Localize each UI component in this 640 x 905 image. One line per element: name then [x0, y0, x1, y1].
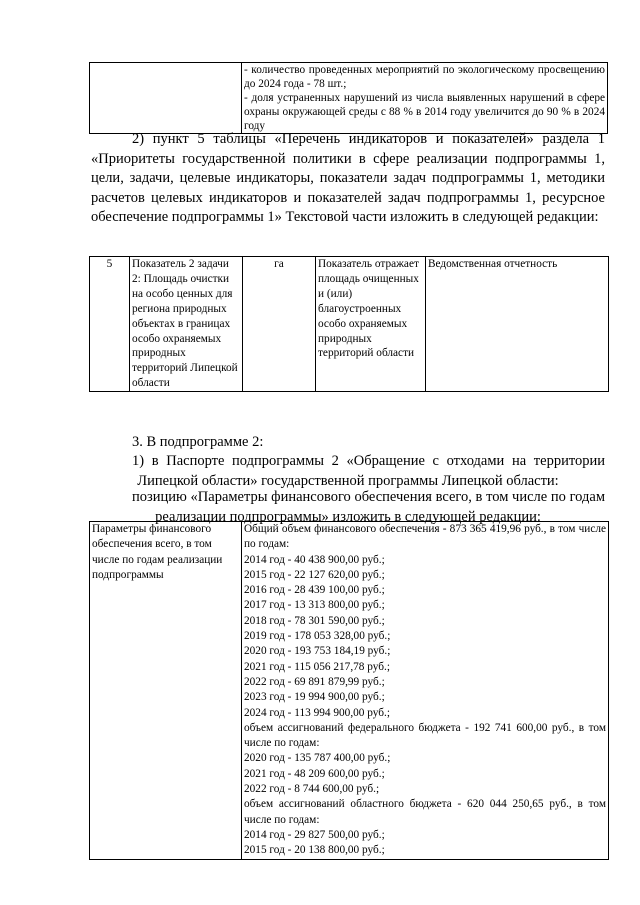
- indicator-line-violations: - доля устраненных нарушений из числа выявленных нарушений в сфере охраны окружающей среды с 88 % в 2014 году увеличится до 90 % в 2024 году: [244, 92, 605, 133]
- total-financing: Общий объем финансового обеспечения - 873 365 419,96 руб., в том числе по годам:: [244, 523, 606, 551]
- year-amount-line: 2018 год - 78 301 590,00 руб.;: [244, 614, 385, 627]
- indicator-line-events: - количество проведенных мероприятий по экологическому просвещению до 2024 года - 78 шт.;: [244, 64, 605, 91]
- source-cell: Ведомственная отчетность: [426, 257, 609, 392]
- year-amount-line: 2021 год - 115 056 217,78 руб.;: [244, 660, 390, 673]
- financing-label-cell: Параметры финансового обеспечения всего, в том числе по годам реализации подпрограммы: [90, 522, 242, 860]
- indicators-continuation-table: [89, 62, 608, 134]
- year-amount-line: 2014 год - 29 827 500,00 руб.;: [244, 828, 385, 841]
- table-row: [90, 257, 609, 392]
- year-amount-line: 2016 год - 28 439 100,00 руб.;: [244, 584, 385, 597]
- year-amount-line: 2020 год - 135 787 400,00 руб.;: [244, 752, 391, 765]
- year-amount-line: 2023 год - 19 994 900,00 руб.;: [244, 691, 385, 704]
- table-row: [90, 522, 609, 860]
- regional-financing: объем ассигнований областного бюджета - 620 044 250,65 руб., в том числе по годам:: [244, 798, 606, 826]
- paragraph-position: позицию «Параметры финансового обеспечения всего, в том числе по годам реализации подпрограммы» изложить в следующей редакции:: [132, 489, 605, 525]
- year-amount-line: 2015 год - 22 127 620,00 руб.;: [244, 568, 385, 581]
- year-amount-line: 2022 год - 69 891 879,99 руб.;: [244, 675, 385, 688]
- paragraph-point-1: 1) в Паспорте подпрограммы 2 «Обращение с отходами на территории Липецкой области» государственной программы Липецкой области:: [132, 453, 605, 489]
- year-amount-line: 2024 год - 113 994 900,00 руб.;: [244, 706, 390, 719]
- indicator-row-table: [89, 256, 609, 392]
- year-amount-line: 2014 год - 40 438 900,00 руб.;: [244, 553, 385, 566]
- year-amount-line: 2019 год - 178 053 328,00 руб.;: [244, 630, 391, 643]
- total-years-list: [244, 553, 606, 721]
- financing-table: [89, 521, 609, 860]
- federal-years-list: [244, 751, 606, 797]
- row-number-cell: 5: [90, 257, 130, 392]
- year-amount-line: 2020 год - 193 753 184,19 руб.;: [244, 645, 391, 658]
- table-row: [90, 63, 608, 134]
- indicators-cell: [242, 63, 608, 134]
- indicator-name-cell: Показатель 2 задачи 2: Площадь очистки на особо ценных для региона природных объектах в границах особо охраняемых природных территорий Липецкой области: [130, 257, 243, 392]
- paragraph-point-2: 2) пункт 5 таблицы «Перечень индикаторов и показателей» раздела 1 «Приоритеты государственной политики в сфере реализации подпрограммы 1, цели, задачи, целевые индикаторы, показатели задач подпрограммы 1, методики расчетов целевых индикаторов и показателей задач подпрограммы 1, ресурсное обеспечение подпрограммы 1» Текстовой части изложить в следующей редакции:: [91, 131, 605, 225]
- empty-cell: [90, 63, 242, 134]
- year-amount-line: 2022 год - 8 744 600,00 руб.;: [244, 783, 380, 796]
- unit-cell: га: [243, 257, 316, 392]
- year-amount-line: 2017 год - 13 313 800,00 руб.;: [244, 599, 385, 612]
- description-cell: Показатель отражает площадь очищенных и (или) благоустроенных особо охраняемых природных территорий области: [316, 257, 426, 392]
- year-amount-line: 2015 год - 20 138 800,00 руб.;: [244, 844, 385, 857]
- year-amount-line: 2021 год - 48 209 600,00 руб.;: [244, 767, 385, 780]
- financing-values-cell: [242, 522, 609, 860]
- heading-subprogram-2: 3. В подпрограмме 2:: [132, 434, 264, 450]
- regional-years-list: [244, 828, 606, 859]
- federal-financing: объем ассигнований федерального бюджета - 192 741 600,00 руб., в том числе по годам:: [244, 721, 606, 750]
